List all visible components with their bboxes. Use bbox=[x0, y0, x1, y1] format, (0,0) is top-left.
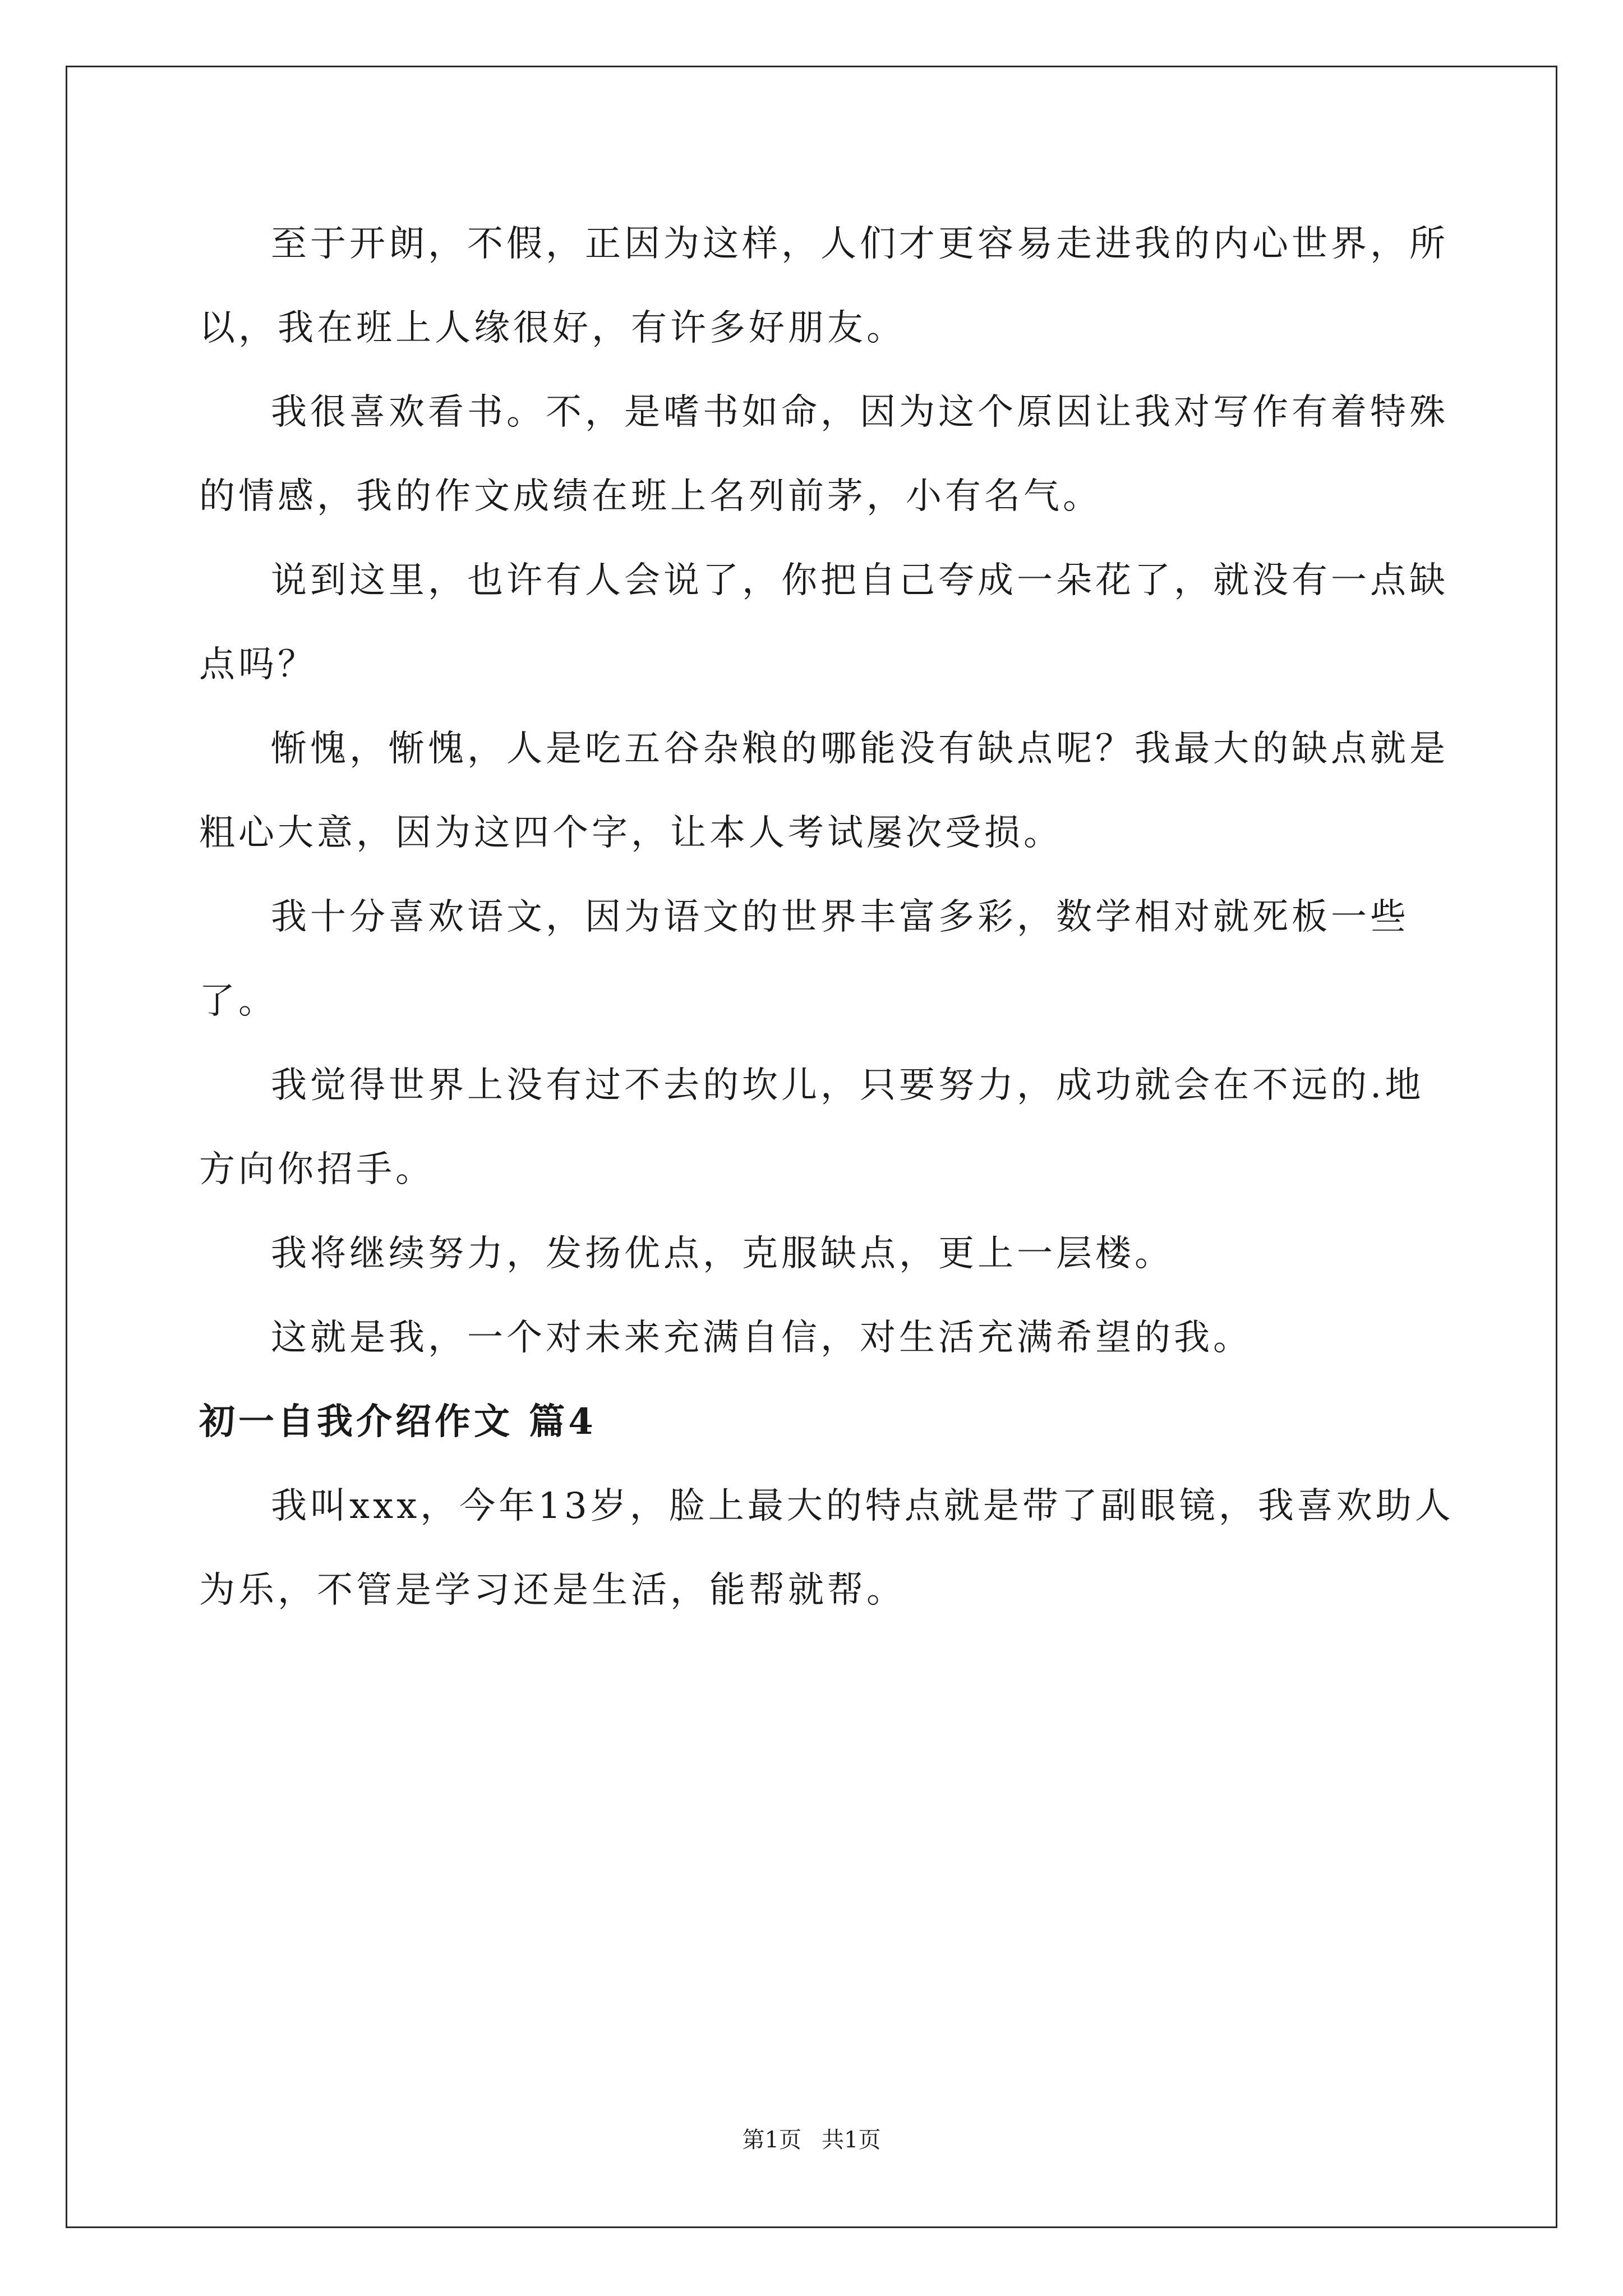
paragraph: 我叫xxx，今年13岁，脸上最大的特点就是带了副眼镜，我喜欢助人为乐，不管是学习还是生活，能帮就帮。 bbox=[199, 1485, 1454, 1611]
document-body bbox=[199, 202, 1455, 1632]
paragraph: 我十分喜欢语文，因为语文的世界丰富多彩，数学相对就死板一些了。 bbox=[199, 896, 1409, 1022]
paragraph: 至于开朗，不假，正因为这样，人们才更容易走进我的内心世界，所以，我在班上人缘很好，有许多好朋友。 bbox=[199, 223, 1449, 349]
paragraph: 说到这里，也许有人会说了，你把自己夸成一朵花了，就没有一点缺点吗？ bbox=[199, 560, 1449, 685]
paragraph: 我将继续努力，发扬优点，克服缺点，更上一层楼。 bbox=[271, 1233, 1174, 1274]
page-number-total: 共1页 bbox=[822, 2127, 881, 2153]
page-footer bbox=[0, 2126, 1623, 2154]
page-number-current: 第1页 bbox=[742, 2127, 801, 2153]
section-heading: 初一自我介绍作文 篇4 bbox=[199, 1401, 597, 1443]
paragraph: 惭愧，惭愧，人是吃五谷杂粮的哪能没有缺点呢？我最大的缺点就是粗心大意，因为这四个字，让本人考试屡次受损。 bbox=[199, 728, 1449, 854]
paragraph: 这就是我，一个对未来充满自信，对生活充满希望的我。 bbox=[271, 1317, 1252, 1359]
paragraph: 我很喜欢看书。不，是嗜书如命，因为这个原因让我对写作有着特殊的情感，我的作文成绩在班上名列前茅，小有名气。 bbox=[199, 392, 1449, 517]
paragraph: 我觉得世界上没有过不去的坎儿，只要努力，成功就会在不远的.地方向你招手。 bbox=[199, 1065, 1424, 1190]
